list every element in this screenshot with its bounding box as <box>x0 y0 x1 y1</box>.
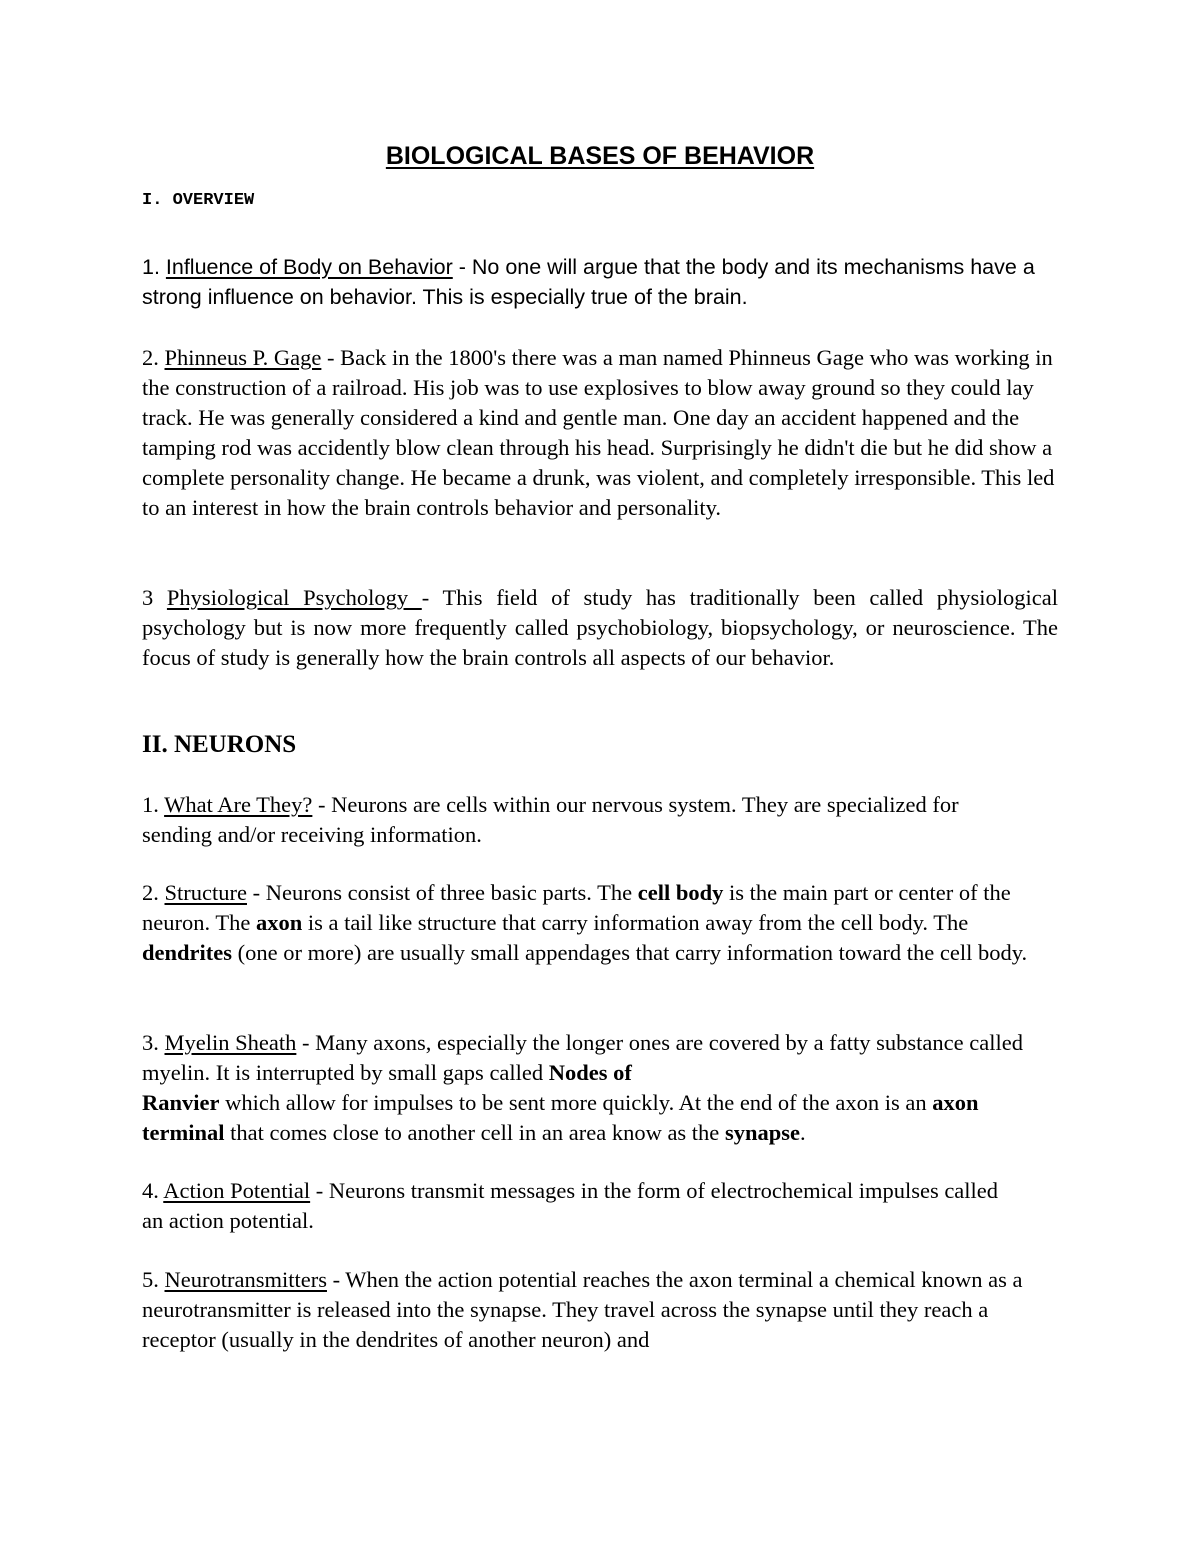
paragraph-text: (one or more) are usually small appendages that carry information toward the cell body. <box>232 940 1028 965</box>
paragraph-number: 3. <box>142 1030 165 1055</box>
paragraph-term: Physiological Psychology <box>166 585 422 610</box>
paragraph-text: - No one will argue that the body and its mechanisms have a strong influence on behavior. This is especially true of the brain. <box>142 255 1035 309</box>
neurons-paragraph-4 <box>142 1176 1022 1236</box>
paragraph-term: Structure <box>164 880 247 905</box>
bold-term-cell-body: cell body <box>637 880 724 905</box>
paragraph-number: 1. <box>142 792 165 817</box>
overview-paragraph-1 <box>142 252 1042 312</box>
paragraph-number: 2. <box>142 345 165 370</box>
paragraph-number: 4. <box>142 1178 164 1203</box>
paragraph-term: What Are They? <box>164 792 313 817</box>
paragraph-number: 5. <box>142 1267 165 1292</box>
bold-term-axon-terminal: axon terminal <box>142 1090 979 1145</box>
paragraph-text: which allow for impulses to be sent more quickly. At the end of the axon is an <box>219 1090 933 1115</box>
neurons-paragraph-2 <box>142 878 1058 968</box>
paragraph-term: Myelin Sheath <box>164 1030 297 1055</box>
section-heading-neurons: II. NEURONS <box>142 731 297 758</box>
paragraph-term: Neurotransmitters <box>164 1267 327 1292</box>
paragraph-text: - Neurons are cells within our nervous system. They are specialized for sending and/or receiving information. <box>142 792 959 847</box>
paragraph-text: is the main part or center of the neuron. The <box>142 880 1011 935</box>
paragraph-text: - Neurons transmit messages in the form of electrochemical impulses called an action potential. <box>142 1178 999 1233</box>
paragraph-number: 1. <box>142 255 166 279</box>
paragraph-number: 3 <box>142 585 167 610</box>
paragraph-term: Phinneus P. Gage <box>164 345 322 370</box>
neurons-paragraph-1 <box>142 790 972 850</box>
bold-term-nodes-of: Nodes of <box>548 1060 632 1085</box>
bold-term-dendrites: dendrites <box>142 940 232 965</box>
paragraph-text: - Back in the 1800's there was a man named Phinneus Gage who was working in the construction of a railroad. His job was to use explosives to blow away ground so they could lay track. He was generally considered a kind and gentle man. One day an accident happened and the tamping rod was accidently blow clean through his head. Surprisingly he didn't die but he did show a complete personality change. He became a drunk, was violent, and completely irresponsible. This led to an interest in how the brain controls behavior and personality. <box>142 345 1055 520</box>
paragraph-text: - Neurons consist of three basic parts. The <box>246 880 638 905</box>
paragraph-text: - When the action potential reaches the axon terminal a chemical known as a neurotransmitter is released into the synapse. They travel across the synapse until they reach a receptor (usually in the dendrites of another neuron) and <box>142 1267 1023 1352</box>
bold-term-axon: axon <box>255 910 303 935</box>
paragraph-text: - Many axons, especially the longer ones are covered by a fatty substance called myelin. It is interrupted by small gaps called <box>142 1030 1023 1085</box>
bold-term-ranvier: Ranvier <box>142 1090 220 1115</box>
paragraph-text: - This field of study has traditionally been called physiological psychology but is now more frequently called psychobiology, biopsychology, or neuroscience. The focus of study is generally how the brain controls all aspects of our behavior. <box>142 585 1058 670</box>
bold-term-synapse: synapse <box>724 1120 800 1145</box>
document-title: BIOLOGICAL BASES OF BEHAVIOR <box>385 142 815 170</box>
paragraph-text: that comes close to another cell in an area know as the <box>224 1120 725 1145</box>
paragraph-number: 2. <box>142 880 165 905</box>
paragraph-term: Influence of Body on Behavior <box>165 255 453 279</box>
neurons-paragraph-3 <box>142 1028 1058 1148</box>
section-heading-overview: I. OVERVIEW <box>142 191 255 210</box>
overview-paragraph-3 <box>142 583 1058 673</box>
paragraph-text: is a tail like structure that carry information away from the cell body. The <box>302 910 969 935</box>
paragraph-text: . <box>799 1120 806 1145</box>
neurons-paragraph-5 <box>142 1265 1058 1355</box>
paragraph-term: Action Potential <box>163 1178 311 1203</box>
overview-paragraph-2 <box>142 343 1058 523</box>
